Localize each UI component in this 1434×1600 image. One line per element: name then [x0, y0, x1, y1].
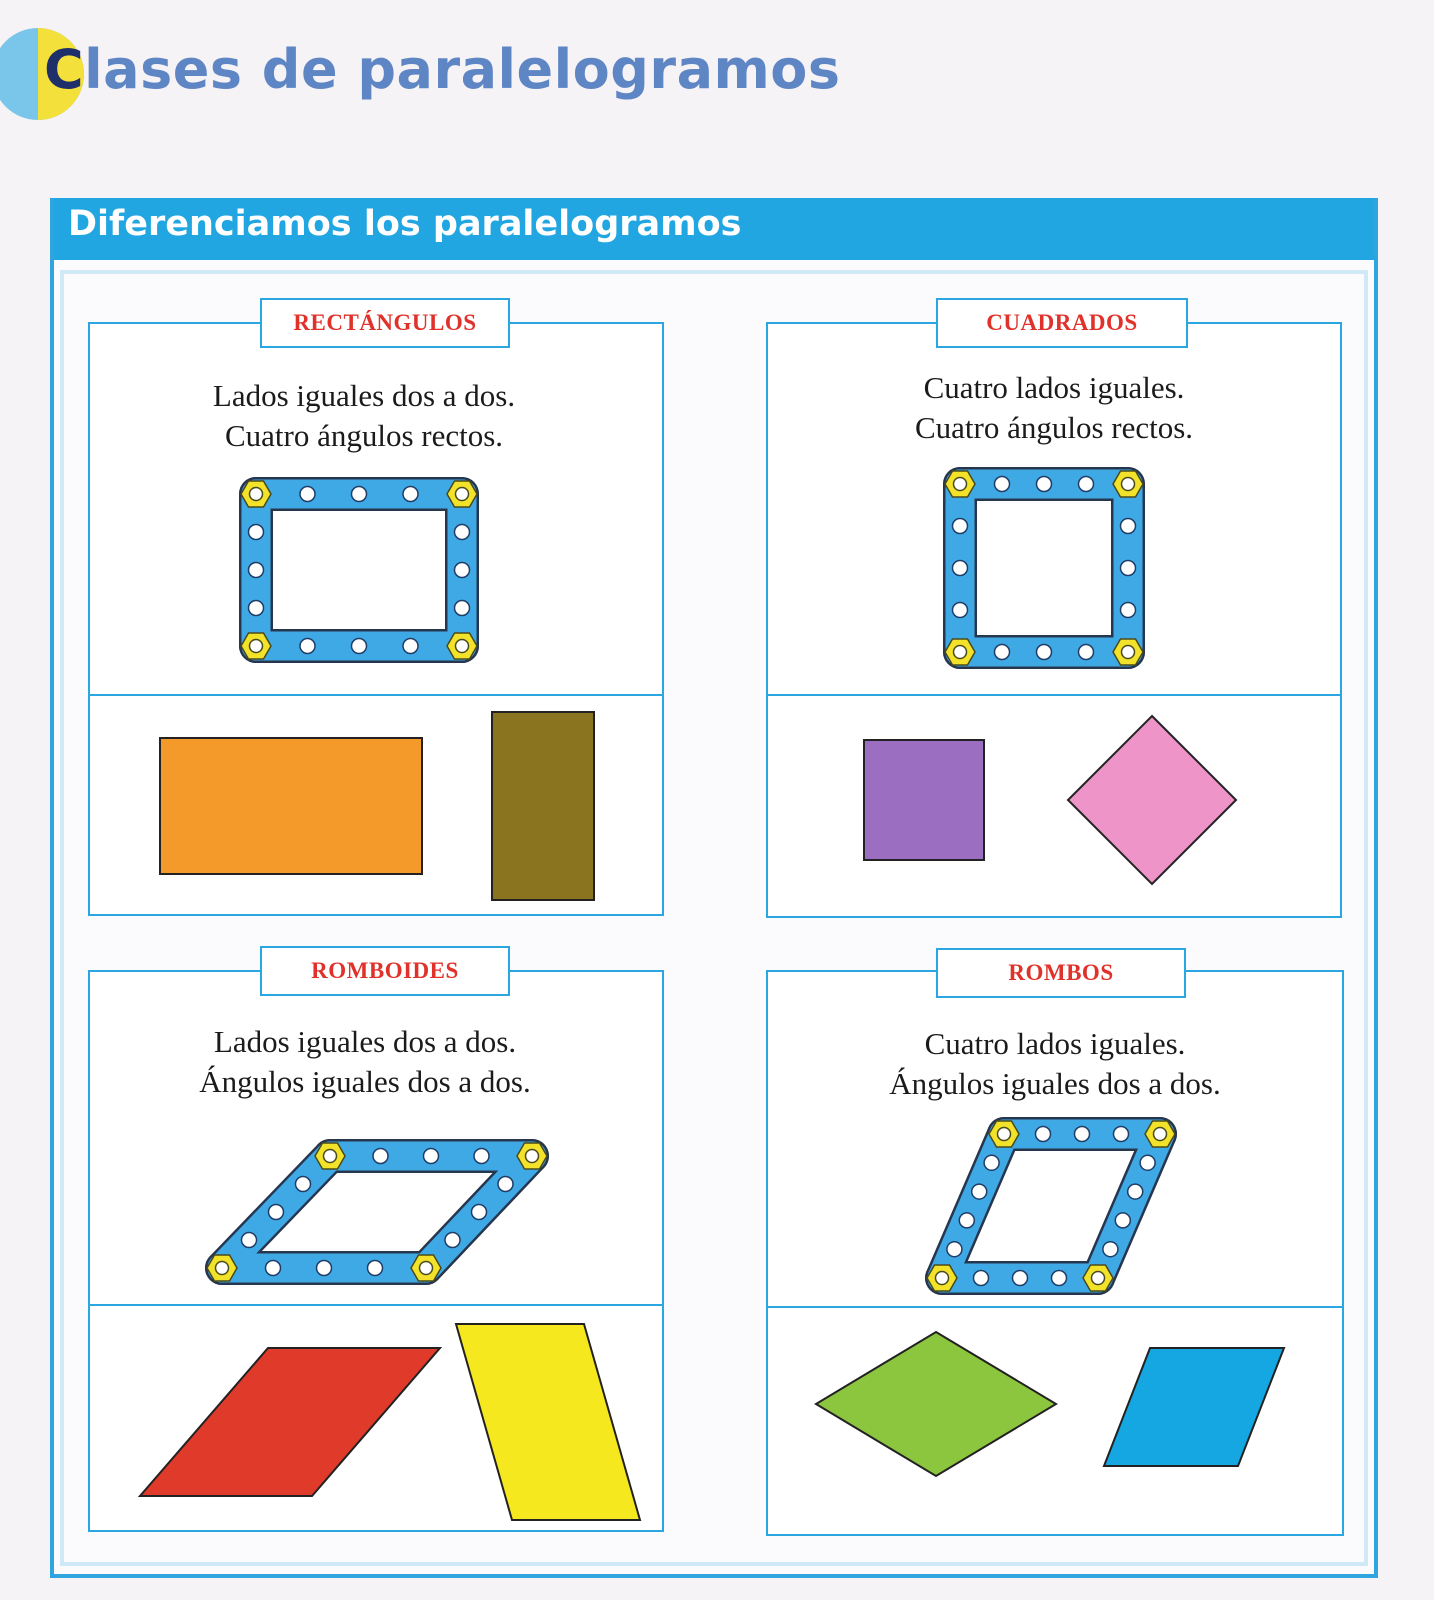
olive-rectangle: [492, 712, 594, 900]
bolt-hole: [1092, 1272, 1105, 1285]
purple-square: [864, 740, 984, 860]
bolt-hole: [954, 478, 967, 491]
strip-hole: [249, 525, 264, 540]
strip-hole: [1079, 645, 1094, 660]
bolt-hole: [1122, 646, 1135, 659]
orange-rectangle: [160, 738, 422, 874]
strip-hole: [1052, 1271, 1067, 1286]
description-line-1: Lados iguales dos a dos.: [213, 1024, 517, 1059]
strip-hole: [972, 1184, 987, 1199]
strip-hole: [1103, 1242, 1118, 1257]
card-rectangulos: [88, 322, 664, 916]
strip-hole: [373, 1149, 388, 1164]
description-line-2: Ángulos iguales dos a dos.: [199, 1064, 531, 1099]
bolt-hole: [526, 1150, 539, 1163]
strip-hole: [1140, 1155, 1155, 1170]
strip-hole: [368, 1261, 383, 1276]
page-title: Clases de paralelogramos: [44, 38, 841, 101]
rhombus-strip-model-icon: [768, 972, 1346, 1306]
shape-examples: [768, 696, 1344, 916]
bolt-hole: [216, 1262, 229, 1275]
strip-hole: [352, 639, 367, 654]
description-line-2: Cuatro ángulos rectos.: [224, 418, 504, 453]
strip-hole: [953, 561, 968, 576]
strip-hole: [269, 1205, 284, 1220]
strip-hole: [1075, 1127, 1090, 1142]
strip-hole: [455, 525, 470, 540]
bolt-hole: [936, 1272, 949, 1285]
strip-hole: [984, 1155, 999, 1170]
rectangle-strip-model-icon: [90, 324, 666, 694]
strip-hole: [498, 1177, 513, 1192]
strip-hole: [974, 1271, 989, 1286]
card-romboides: [88, 970, 664, 1532]
bolt-hole: [998, 1128, 1011, 1141]
red-rhomboid: [140, 1348, 440, 1496]
strip-hole: [1121, 603, 1136, 618]
bolt-hole: [456, 640, 469, 653]
description-line-2: Cuatro ángulos rectos.: [914, 410, 1194, 445]
strip-hole: [1128, 1184, 1143, 1199]
bolt-hole: [456, 488, 469, 501]
description-line-2: Ángulos iguales dos a dos.: [889, 1066, 1221, 1101]
strip-hole: [424, 1149, 439, 1164]
strip-hole: [1121, 561, 1136, 576]
rhomboid-strip-model-icon: [90, 972, 666, 1304]
strip-hole: [953, 603, 968, 618]
label-rectangulos: RECTÁNGULOS: [260, 298, 510, 348]
bolt-hole: [324, 1150, 337, 1163]
strip-hole: [953, 519, 968, 534]
strip-hole: [1115, 1213, 1130, 1228]
strip-hole: [317, 1261, 332, 1276]
description-line-1: Cuatro lados iguales.: [923, 370, 1185, 405]
strip-hole: [959, 1213, 974, 1228]
strip-hole: [995, 645, 1010, 660]
label-rombos: ROMBOS: [936, 948, 1186, 998]
blue-rhombus: [1104, 1348, 1284, 1466]
strip-hole: [242, 1233, 257, 1248]
strip-hole: [1036, 1127, 1051, 1142]
pink-square-rotated: [1068, 716, 1236, 884]
bolt-hole: [1122, 478, 1135, 491]
section-header: [54, 198, 1374, 260]
strip-hole: [403, 639, 418, 654]
label-romboides: ROMBOIDES: [260, 946, 510, 996]
strip-hole: [1037, 477, 1052, 492]
shape-examples: [90, 696, 666, 916]
strip-hole: [455, 601, 470, 616]
strip-hole: [455, 563, 470, 578]
green-rhombus: [816, 1332, 1056, 1476]
strip-hole: [474, 1149, 489, 1164]
strip-hole: [249, 601, 264, 616]
bolt-hole: [420, 1262, 433, 1275]
bolt-hole: [250, 640, 263, 653]
strip-hole: [445, 1233, 460, 1248]
yellow-rhomboid: [456, 1324, 640, 1520]
bolt-hole: [1154, 1128, 1167, 1141]
section-panel: [50, 198, 1378, 1578]
description-line-1: Cuatro lados iguales.: [924, 1026, 1186, 1061]
square-strip-model-icon: [768, 324, 1344, 694]
strip-hole: [296, 1177, 311, 1192]
strip-hole: [249, 563, 264, 578]
strip-hole: [472, 1205, 487, 1220]
bolt-hole: [250, 488, 263, 501]
strip-hole: [403, 487, 418, 502]
description-line-1: Lados iguales dos a dos.: [212, 378, 516, 413]
strip-hole: [1013, 1271, 1028, 1286]
card-rombos: [766, 970, 1344, 1536]
strip-hole: [1037, 645, 1052, 660]
shape-examples: [768, 1308, 1346, 1536]
section-title: Diferenciamos los paralelogramos: [68, 204, 742, 244]
strip-hole: [300, 639, 315, 654]
strip-hole: [947, 1242, 962, 1257]
label-cuadrados: CUADRADOS: [936, 298, 1188, 348]
bolt-hole: [954, 646, 967, 659]
strip-hole: [1079, 477, 1094, 492]
strip-hole: [300, 487, 315, 502]
strip-hole: [352, 487, 367, 502]
card-cuadrados: [766, 322, 1342, 918]
strip-hole: [1114, 1127, 1129, 1142]
strip-hole: [995, 477, 1010, 492]
shape-examples: [90, 1306, 666, 1534]
strip-hole: [266, 1261, 281, 1276]
strip-hole: [1121, 519, 1136, 534]
